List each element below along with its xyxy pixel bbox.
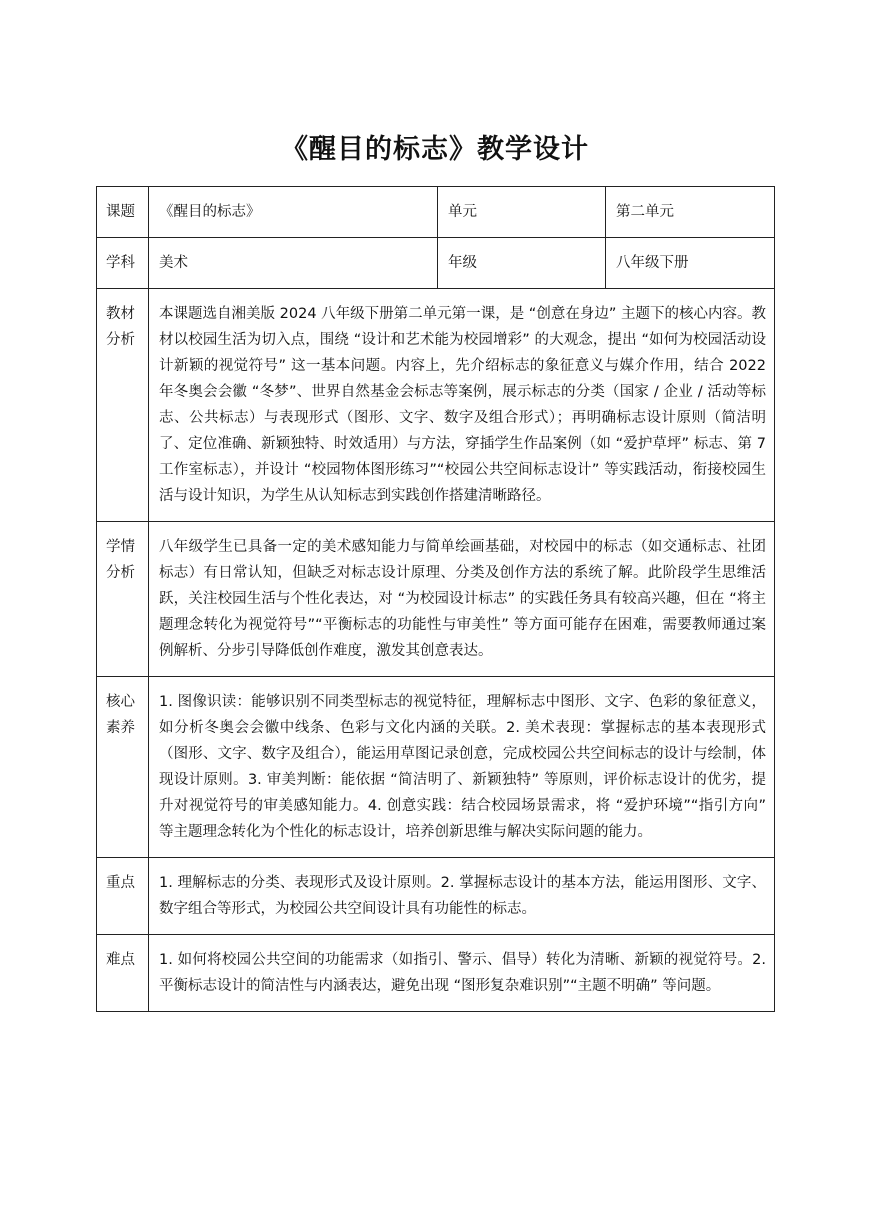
table-row-core-literacy — [97, 677, 775, 858]
value-subject: 美术 — [149, 238, 438, 289]
table-row-key-points — [97, 858, 775, 935]
label-learner-analysis: 学情分析 — [97, 522, 149, 677]
content-learner-analysis: 八年级学生已具备一定的美术感知能力与简单绘画基础，对校园中的标志（如交通标志、社团标志）有日常认知，但缺乏对标志设计原理、分类及创作方法的系统了解。此阶段学生思维活跃，关注校园生活与个性化表达，对 “为校园设计标志” 的实践任务具有较高兴趣，但在 “将主题理念转化为视觉符号”“平衡标志的功能性与审美性” 等方面可能存在困难，需要教师通过案例解析、分步引导降低创作难度，激发其创意表达。 — [149, 522, 775, 677]
label-difficult-points: 难点 — [97, 935, 149, 1012]
content-core-literacy: 1. 图像识读：能够识别不同类型标志的视觉特征，理解标志中图形、文字、色彩的象征意义，如分析冬奥会会徽中线条、色彩与文化内涵的关联。2. 美术表现：掌握标志的基本表现形式（图形、文字、数字及组合），能运用草图记录创意，完成校园公共空间标志的设计与绘制，体现设计原则。3. 审美判断：能依据 “简洁明了、新颖独特” 等原则，评价标志设计的优劣，提升对视觉符号的审美感知能力。4. 创意实践：结合校园场景需求，将 “爱护环境”“指引方向” 等主题理念转化为个性化的标志设计，培养创新思维与解决实际问题的能力。 — [149, 677, 775, 858]
label-lesson: 课题 — [97, 187, 149, 238]
label-grade: 年级 — [438, 238, 606, 289]
table-row-learner-analysis — [97, 522, 775, 677]
lesson-design-table — [96, 186, 775, 1012]
value-grade: 八年级下册 — [606, 238, 775, 289]
table-row-difficult-points — [97, 935, 775, 1012]
page-title: 《醒目的标志》教学设计 — [281, 134, 589, 165]
content-difficult-points: 1. 如何将校园公共空间的功能需求（如指引、警示、倡导）转化为清晰、新颖的视觉符号。2. 平衡标志设计的简洁性与内涵表达，避免出现 “图形复杂难识别”“主题不明确” 等问题。 — [149, 935, 775, 1012]
label-core-literacy: 核心素养 — [97, 677, 149, 858]
label-subject: 学科 — [97, 238, 149, 289]
table-row-textbook-analysis — [97, 289, 775, 522]
table-row-subject — [97, 238, 775, 289]
content-textbook-analysis: 本课题选自湘美版 2024 八年级下册第二单元第一课，是 “创意在身边” 主题下的核心内容。教材以校园生活为切入点，围绕 “设计和艺术能为校园增彩” 的大观念，提出 “如何为校园活动设计新颖的视觉符号” 这一基本问题。内容上，先介绍标志的象征意义与媒介作用，结合 2022 年冬奥会会徽 “冬梦”、世界自然基金会标志等案例，展示标志的分类（国家 / 企业 / 活动等标志、公共标志）与表现形式（图形、文字、数字及组合形式）；再明确标志设计原则（简洁明了、定位准确、新颖独特、时效适用）与方法，穿插学生作品案例（如 “爱护草坪” 标志、第 7 工作室标志），并设计 “校园物体图形练习”“校园公共空间标志设计” 等实践活动，衔接校园生活与设计知识，为学生从认知标志到实践创作搭建清晰路径。 — [149, 289, 775, 522]
table-row-lesson — [97, 187, 775, 238]
label-unit: 单元 — [438, 187, 606, 238]
value-lesson: 《醒目的标志》 — [149, 187, 438, 238]
label-textbook-analysis: 教材分析 — [97, 289, 149, 522]
value-unit: 第二单元 — [606, 187, 775, 238]
label-key-points: 重点 — [97, 858, 149, 935]
content-key-points: 1. 理解标志的分类、表现形式及设计原则。2. 掌握标志设计的基本方法，能运用图形、文字、数字组合等形式，为校园公共空间设计具有功能性的标志。 — [149, 858, 775, 935]
